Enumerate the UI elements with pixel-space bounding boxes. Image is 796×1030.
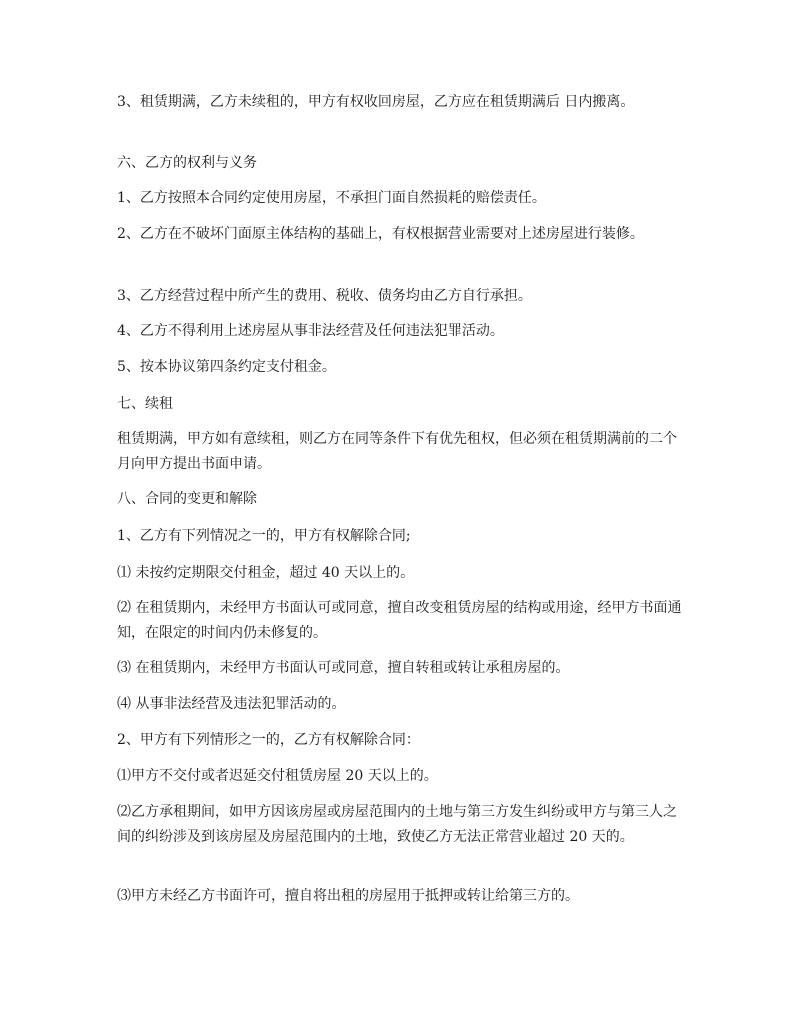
section-7-heading: 七、续租 — [117, 396, 173, 412]
clause-5-3: 3、租赁期满，乙方未续租的，甲方有权收回房屋，乙方应在租赁期满后 日内搬离。 — [117, 94, 635, 110]
clause-6-5: 5、按本协议第四条约定支付租金。 — [117, 359, 336, 375]
clause-7-body: 租赁期满，甲方如有意续租，则乙方在同等条件下有优先租权，但必须在租赁期满前的二个月向甲方提出书面申请。 — [117, 431, 677, 472]
section-6-heading: 六、乙方的权利与义务 — [117, 155, 257, 171]
clause-8-1-item-1: ⑴ 未按约定期限交付租金，超过 40 天以上的。 — [117, 565, 415, 581]
clause-8-1-item-2: ⑵ 在租赁期内，未经甲方书面认可或同意，擅自改变租赁房屋的结构或用途，经甲方书面通知，在限定的时间内仍未修复的。 — [117, 600, 682, 641]
clause-8-2-item-3: ⑶甲方未经乙方书面许可，擅自将出租的房屋用于抵押或转让给第三方的。 — [117, 888, 579, 904]
clause-8-2-item-1: ⑴甲方不交付或者迟延交付租赁房屋 20 天以上的。 — [117, 768, 438, 784]
section-8-heading: 八、合同的变更和解除 — [117, 491, 257, 507]
clause-6-3: 3、乙方经营过程中所产生的费用、税收、债务均由乙方自行承担。 — [117, 288, 532, 304]
clause-6-4: 4、乙方不得利用上述房屋从事非法经营及任何违法犯罪活动。 — [117, 323, 504, 339]
clause-8-1-item-3: ⑶ 在租赁期内，未经甲方书面认可或同意，擅自转租或转让承租房屋的。 — [117, 660, 570, 676]
clause-6-2: 2、乙方在不破坏门面原主体结构的基础上，有权根据营业需要对上述房屋进行装修。 — [117, 226, 644, 242]
clause-8-2: 2、甲方有下列情形之一的，乙方有权解除合同： — [117, 732, 420, 748]
clause-6-1: 1、乙方按照本合同约定使用房屋，不承担门面自然损耗的赔偿责任。 — [117, 190, 546, 206]
clause-8-1: 1、乙方有下列情况之一的，甲方有权解除合同; — [117, 528, 411, 544]
clause-8-2-item-2: ⑵乙方承租期间，如甲方因该房屋或房屋范围内的土地与第三方发生纠纷或甲方与第三人之间的纠纷涉及到该房屋及房屋范围内的土地，致使乙方无法正常营业超过 20 天的。 — [117, 804, 677, 845]
clause-8-1-item-4: ⑷ 从事非法经营及违法犯罪活动的。 — [117, 696, 346, 712]
